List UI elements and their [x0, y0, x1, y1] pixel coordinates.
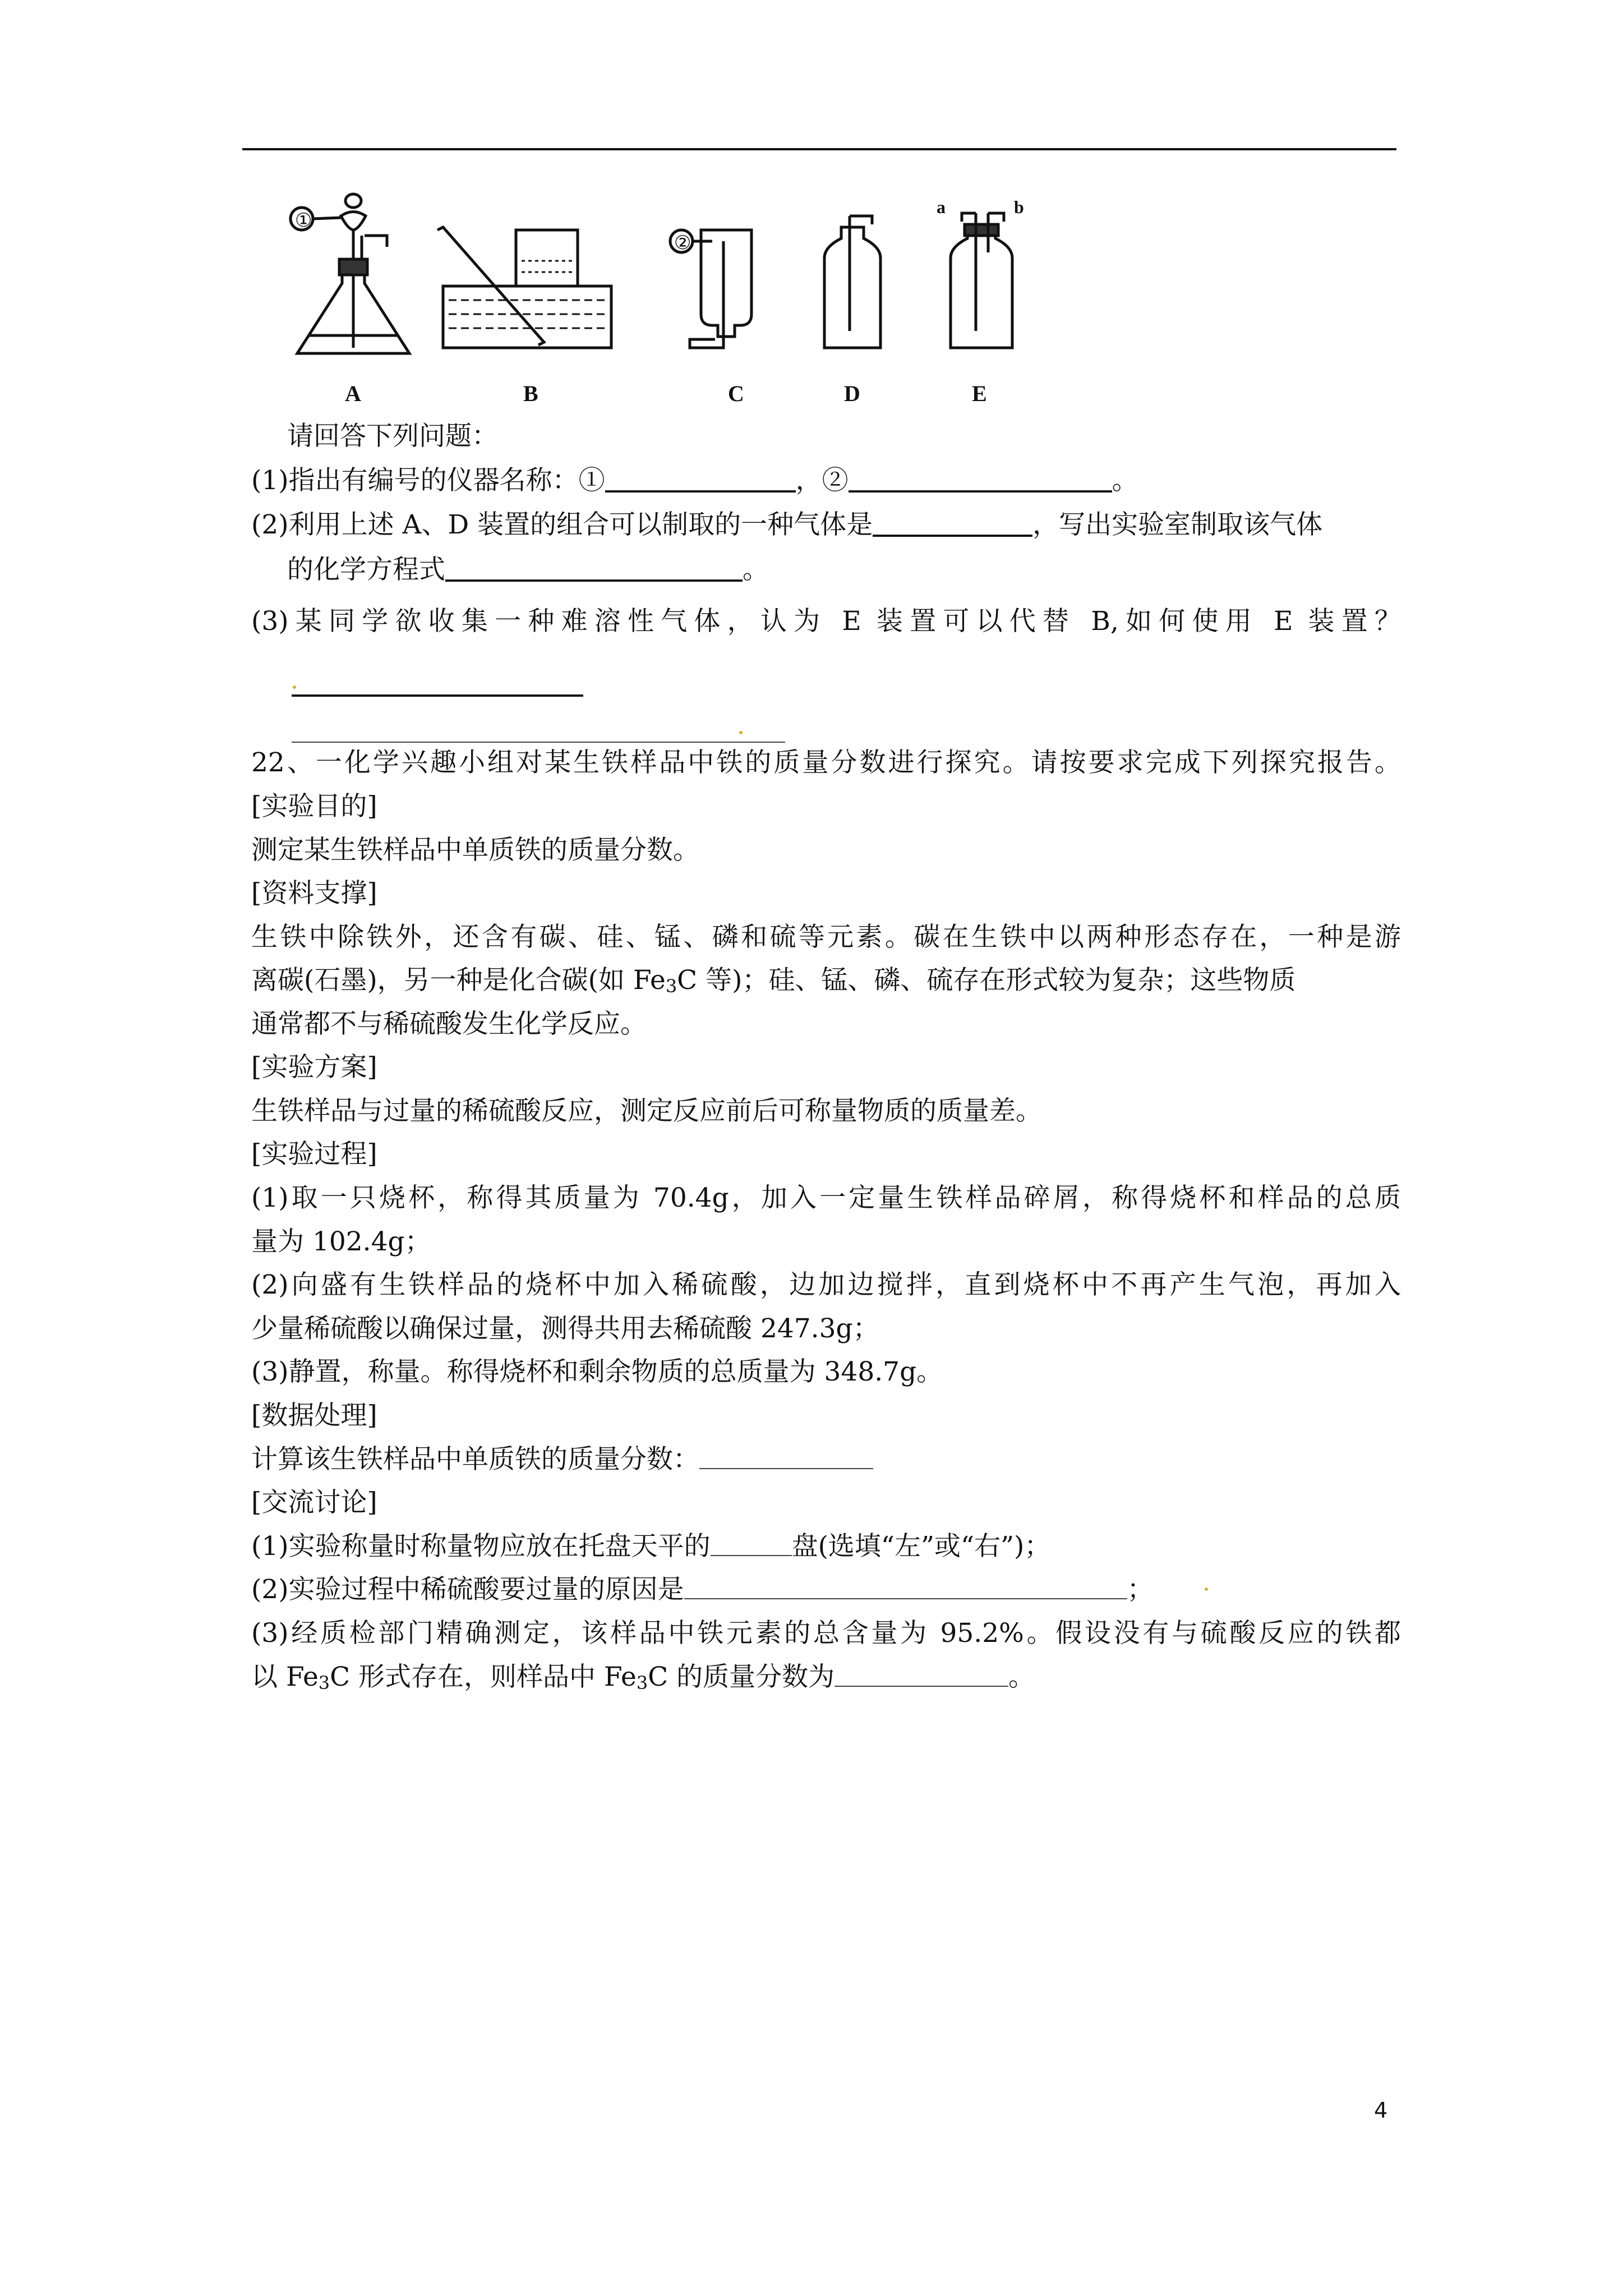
answer-blank-gas[interactable]: [873, 508, 1032, 537]
answer-blank-pan[interactable]: [711, 1533, 792, 1556]
q21-part2-line1: (2)利用上述 A、D 装置的组合可以制取的一种气体是 ，写出实验室制取该气体: [251, 508, 1401, 542]
apparatus-figure: [275, 185, 1116, 415]
tube-a-label: a: [937, 197, 946, 217]
heading-purpose: [实验目的]: [251, 791, 377, 822]
process-line-3: (3)静置，称量。称得烧杯和剩余物质的总质量为 348.7g。: [251, 1356, 943, 1387]
data-question: 计算该生铁样品中单质铁的质量分数：: [251, 1443, 1401, 1476]
answer-blank-iron-fraction[interactable]: [699, 1446, 873, 1469]
label-b: B: [523, 381, 538, 406]
material-line-1: 生铁中除铁外，还含有碳、硅、锰、磷和硫等元素。碳在生铁中以两种形态存在，一种是游: [251, 922, 1401, 953]
stray-mark: [1205, 1588, 1208, 1591]
answer-blank-e-usage-1[interactable]: [292, 668, 583, 697]
q21-part3: (3)某同学欲收集一种难溶性气体，认为 E 装置可以代替 B,如何使用 E 装置？: [251, 606, 1401, 637]
heading-process: [实验过程]: [251, 1139, 377, 1170]
answer-blank-1[interactable]: [605, 463, 796, 493]
heading-discuss: [交流讨论]: [251, 1487, 377, 1518]
answer-blank-fe3c-fraction[interactable]: [834, 1663, 1008, 1687]
answer-blank-2[interactable]: [849, 463, 1112, 493]
stray-mark: [739, 731, 743, 734]
discuss-3-line-1: (3)经质检部门精确测定，该样品中铁元素的总含量为 95.2%。假设没有与硫酸反应的铁都: [251, 1618, 1401, 1649]
process-line-2a: (2)向盛有生铁样品的烧杯中加入稀硫酸，边加边搅拌，直到烧杯中不再产生气泡，再加入: [251, 1269, 1401, 1300]
page-number: 4: [1374, 2098, 1388, 2123]
process-line-1b: 量为 102.4g；: [251, 1226, 431, 1257]
label-c: C: [728, 381, 744, 406]
material-line-3: 通常都不与稀硫酸发生化学反应。: [251, 1009, 647, 1039]
stray-mark: [293, 685, 296, 689]
purpose-text: 测定某生铁样品中单质铁的质量分数。: [251, 835, 699, 866]
q22-intro: 22、一化学兴趣小组对某生铁样品中铁的质量分数进行探究。请按要求完成下列探究报告。: [251, 747, 1401, 778]
q21-part1: (1)指出有编号的仪器名称：① ，② 。: [251, 463, 1401, 498]
discuss-1: (1)实验称量时称量物应放在托盘天平的 盘(选填“左”或“右”)；: [251, 1531, 1051, 1562]
q21-prompt: 请回答下列问题：: [287, 421, 498, 452]
heading-plan: [实验方案]: [251, 1052, 377, 1083]
header-rule: [242, 148, 1396, 150]
label-a: A: [345, 381, 361, 406]
marker-1: ①: [295, 210, 312, 231]
discuss-2: (2)实验过程中稀硫酸要过量的原因是 ；: [251, 1574, 1154, 1605]
label-d: D: [844, 381, 860, 406]
answer-blank-e-usage-2[interactable]: [292, 719, 785, 743]
apparatus-d: [824, 216, 880, 348]
label-e: E: [972, 381, 987, 406]
apparatus-b: [437, 227, 611, 348]
tube-b-label: b: [1014, 197, 1024, 217]
discuss-3-line-2: 以 $Fe_3C$ 形式存在，则样品中 $Fe_3C$ 的质量分数为 。: [251, 1662, 1035, 1694]
process-line-1a: (1)取一只烧杯，称得其质量为 70.4g，加入一定量生铁样品碎屑，称得烧杯和样品的总质: [251, 1182, 1401, 1213]
heading-material: [资料支撑]: [251, 878, 377, 909]
heading-data: [数据处理]: [251, 1400, 377, 1431]
answer-blank-reason[interactable]: [684, 1576, 1127, 1599]
process-line-2b: 少量稀硫酸以确保过量，测得共用去稀硫酸 247.3g；: [251, 1313, 879, 1344]
q21-part2-line2: 的化学方程式 。: [287, 553, 1437, 587]
apparatus-e: [951, 213, 1012, 348]
material-line-2: 离碳(石墨)，另一种是化合碳(如 $Fe_3C$ 等)；硅、锰、磷、硫存在形式较为复杂；这些物质: [251, 965, 1296, 997]
plan-text: 生铁样品与过量的稀硫酸反应，测定反应前后可称量物质的质量差。: [251, 1096, 1042, 1126]
marker-2: ②: [674, 233, 691, 254]
answer-blank-equation[interactable]: [445, 553, 743, 582]
